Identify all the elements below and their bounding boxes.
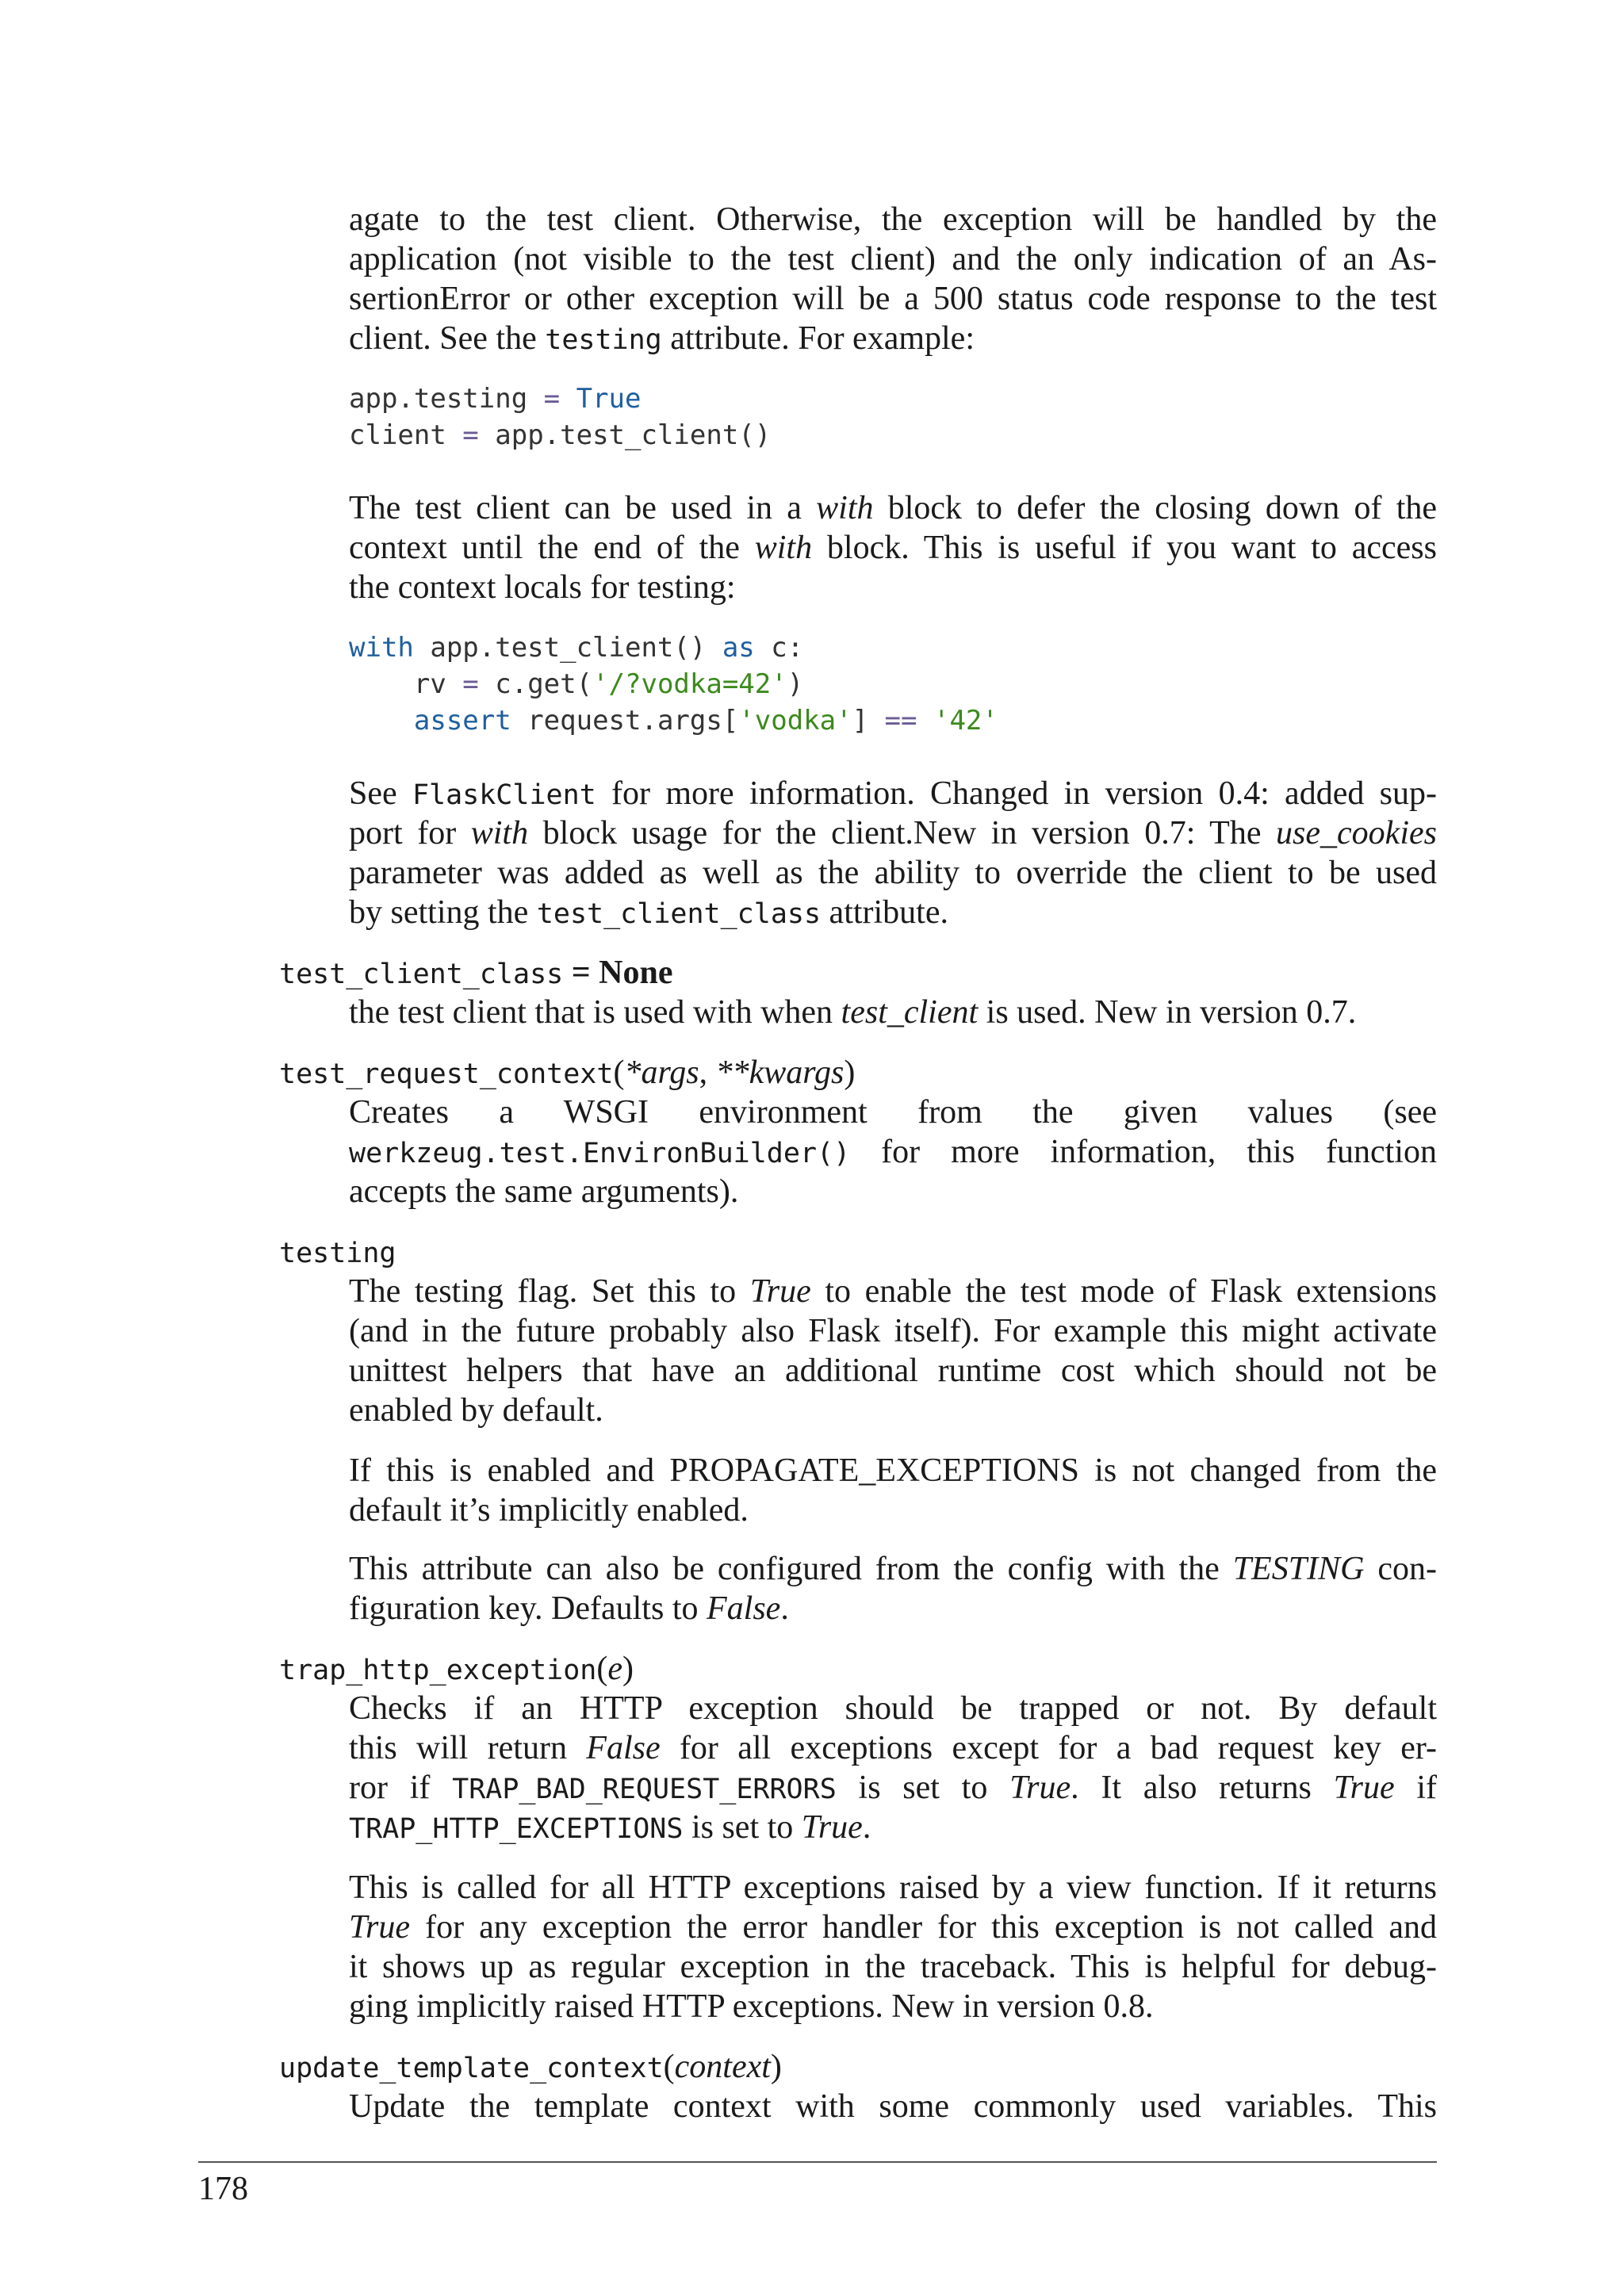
text-line: client. See the testing attribute. For example: — [349, 320, 975, 357]
text-line: ging implicitly raised HTTP exceptions. New in version 0.8. — [349, 1988, 1154, 2025]
inline-code: test_client_class — [536, 898, 822, 930]
inline-code: TRAP_BAD_REQUEST_ERRORS — [452, 1774, 837, 1805]
text-line: See FlaskClient for more information. Changed in version 0.4: added sup- — [349, 775, 1437, 812]
text-line: ror if TRAP_BAD_REQUEST_ERRORS is set to True. It also returns True if — [349, 1770, 1437, 1806]
inline-code: werkzeug.test.EnvironBuilder() — [349, 1138, 851, 1169]
text-line: the test client that is used with when test_client is used. New in version 0.7. — [349, 994, 1357, 1031]
code-block: with app.test_client() as c: rv = c.get('/?vodka=42') assert request.args['vodka'] == '42' — [349, 632, 998, 737]
text-line: sertionError or other exception will be a 500 status code response to the test — [349, 281, 1437, 317]
text-line: agate to the test client. Otherwise, the exception will be handled by the — [349, 201, 1437, 238]
text-line: unittest helpers that have an additional runtime cost which should not be — [349, 1353, 1437, 1389]
inline-code: FlaskClient — [412, 779, 596, 811]
text-line: werkzeug.test.EnvironBuilder() for more information, this function — [349, 1134, 1437, 1170]
method-description — [349, 1093, 1437, 1211]
attribute-description — [349, 1549, 1437, 1628]
text-line: this will return False for all exceptions except for a bad request key er- — [349, 1730, 1437, 1766]
text-line: the context locals for testing: — [349, 569, 736, 606]
intro-paragraph — [349, 200, 1437, 358]
method-signature: update_template_context(context) — [279, 2049, 782, 2085]
attribute-description — [349, 1272, 1437, 1430]
text-line: Creates a WSGI environment from the given values (see — [349, 1094, 1437, 1131]
inline-code: TRAP_HTTP_EXCEPTIONS — [349, 1813, 684, 1845]
inline-code: testing — [545, 324, 662, 356]
method-signature: test_request_context(*args, **kwargs) — [279, 1054, 856, 1091]
text-line: enabled by default. — [349, 1392, 603, 1429]
see-paragraph — [349, 774, 1437, 932]
text-line: True for any exception the error handler for this exception is not called and — [349, 1909, 1437, 1946]
code-block: app.testing = True client = app.test_client() — [349, 383, 772, 451]
text-line: TRAP_HTTP_EXCEPTIONS is set to True. — [349, 1809, 871, 1846]
text-line: The test client can be used in a with block to defer the closing down of the — [349, 490, 1437, 526]
text-line: context until the end of the with block. This is useful if you want to access — [349, 530, 1437, 566]
text-line: The testing flag. Set this to True to enable the test mode of Flask extensions — [349, 1273, 1437, 1310]
attribute-signature: testing — [279, 1238, 396, 1269]
attribute-signature: test_client_class = None — [279, 955, 673, 991]
page-number: 178 — [198, 2171, 248, 2207]
method-description — [349, 1689, 1437, 1847]
attribute-description — [349, 1451, 1437, 1530]
method-description — [349, 1868, 1437, 2026]
text-line: figuration key. Defaults to False. — [349, 1590, 789, 1627]
text-line: This is called for all HTTP exceptions raised by a view function. If it returns — [349, 1869, 1437, 1906]
text-line: Update the template context with some commonly used variables. This — [349, 2088, 1437, 2125]
attribute-description — [349, 993, 1437, 1032]
text-line: by setting the test_client_class attribute. — [349, 894, 948, 931]
footer-rule — [198, 2161, 1437, 2163]
text-line: Checks if an HTTP exception should be trapped or not. By default — [349, 1690, 1437, 1727]
text-line: default it’s implicitly enabled. — [349, 1492, 749, 1529]
with-paragraph — [349, 488, 1437, 607]
text-line: port for with block usage for the client.New in version 0.7: The use_cookies — [349, 815, 1437, 851]
method-description — [349, 2087, 1437, 2126]
text-line: application (not visible to the test client) and the only indication of an As- — [349, 241, 1437, 277]
method-signature: trap_http_exception(e) — [279, 1651, 634, 1687]
text-line: This attribute can also be configured from the config with the TESTING con- — [349, 1551, 1437, 1587]
text-line: If this is enabled and PROPAGATE_EXCEPTIONS is not changed from the — [349, 1452, 1437, 1489]
text-line: (and in the future probably also Flask itself). For example this might activate — [349, 1313, 1437, 1349]
text-line: accepts the same arguments). — [349, 1173, 739, 1210]
text-line: parameter was added as well as the ability to override the client to be used — [349, 855, 1437, 891]
text-line: it shows up as regular exception in the traceback. This is helpful for debug- — [349, 1949, 1437, 1985]
